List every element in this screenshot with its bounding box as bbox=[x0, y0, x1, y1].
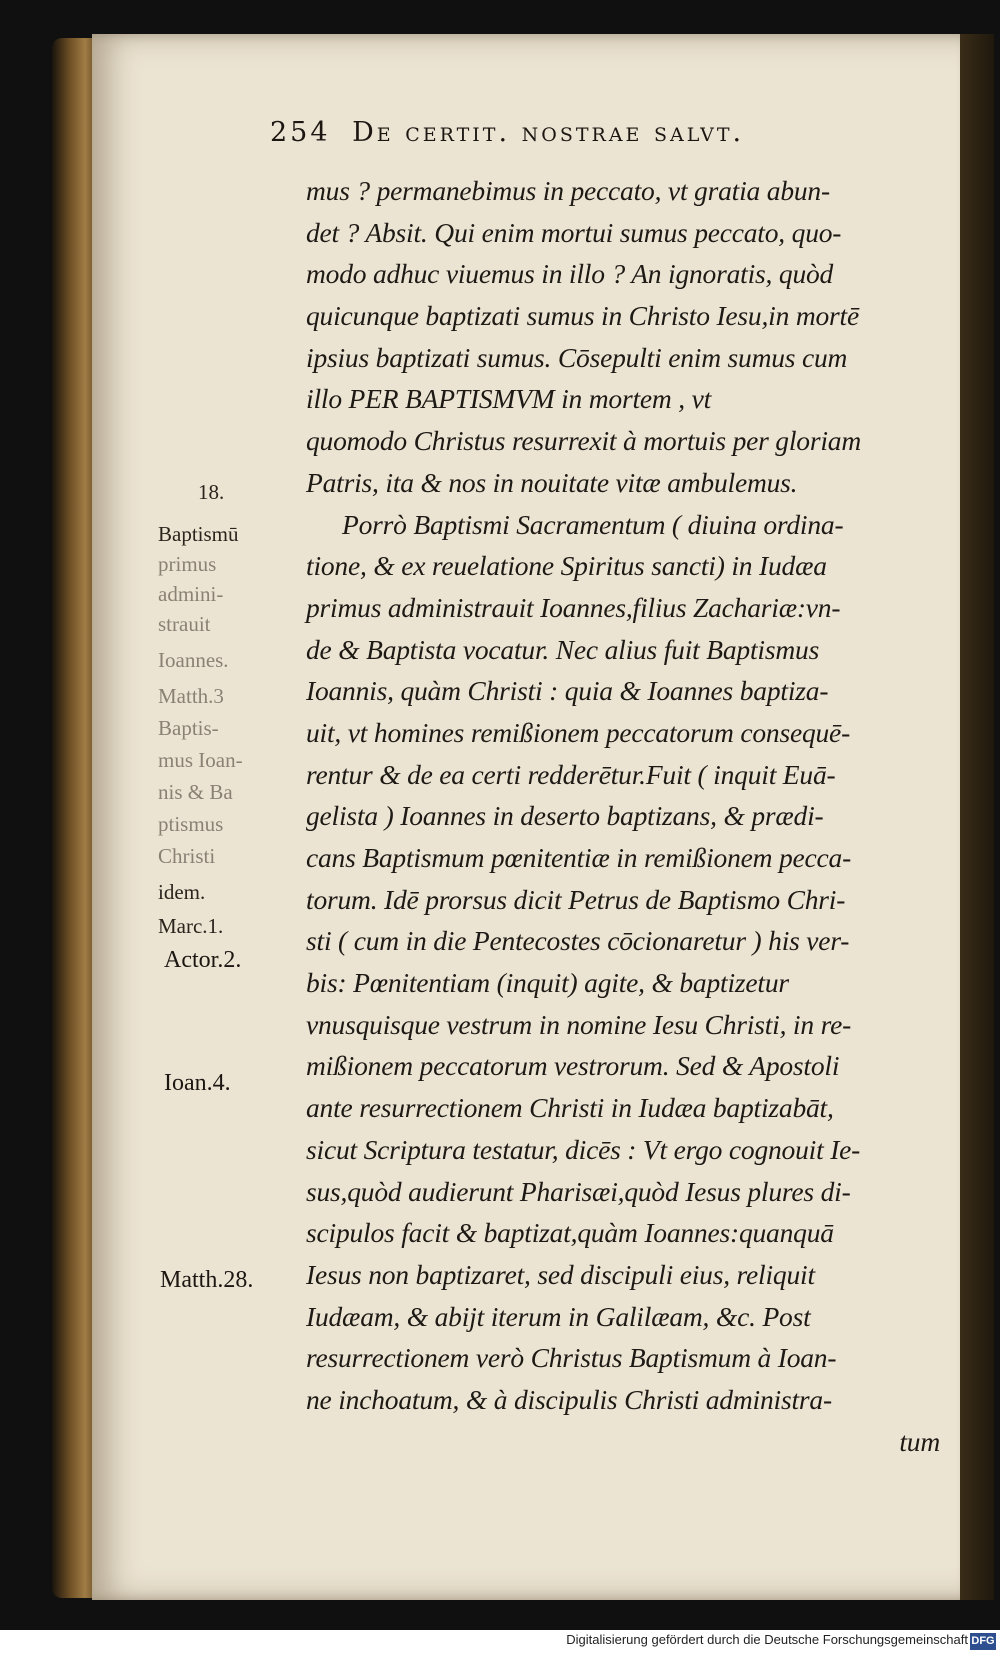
margin-note-line: admini- bbox=[158, 582, 224, 606]
text-line: resurrectionem verò Christus Baptismum à Ioan- bbox=[306, 1342, 837, 1374]
page-right-edge bbox=[960, 34, 994, 1600]
text-line: gelista ) Ioannes in deserto baptizans, & prædi- bbox=[306, 800, 824, 832]
text-line: mus ? permanebimus in peccato, vt gratia abun- bbox=[306, 175, 830, 206]
text-line: Ioannis, quàm Christi : quia & Ioannes baptiza- bbox=[306, 675, 829, 707]
text-line: scipulos facit & baptizat,quàm Ioannes:quanquā bbox=[306, 1217, 834, 1249]
margin-note-line: Baptismū bbox=[158, 522, 239, 546]
margin-note-line: primus bbox=[158, 552, 217, 576]
margin-ref: Ioan.4. bbox=[164, 1070, 231, 1096]
margin-note-line: idem. bbox=[158, 880, 206, 904]
catchword: tum bbox=[899, 1425, 940, 1457]
page-number: 254 bbox=[270, 117, 331, 148]
margin-note-line: Baptis- bbox=[158, 716, 219, 740]
running-head bbox=[270, 117, 950, 148]
margin-note-line: mus Ioan- bbox=[158, 748, 243, 772]
footer-bar bbox=[0, 1630, 1000, 1654]
text-line: uit, vt homines remißionem peccatorum consequē- bbox=[306, 716, 851, 748]
main-text-block bbox=[306, 170, 946, 1462]
text-line: torum. Idē prorsus dicit Petrus de Baptismo Chri- bbox=[306, 883, 846, 915]
dfg-logo: DFG bbox=[970, 1633, 996, 1650]
margin-note-number: 18. bbox=[198, 480, 225, 504]
text-line: Iesus non baptizaret, sed discipuli eius, reliquit bbox=[306, 1258, 815, 1290]
text-line: rentur & de ea certi redderētur.Fuit ( inquit Euā- bbox=[306, 758, 836, 790]
footer-credit: Digitalisierung gefördert durch die Deutsche Forschungsgemeinschaft bbox=[566, 1632, 968, 1647]
margin-note-line: strauit bbox=[158, 612, 211, 636]
margin-ref: Actor.2. bbox=[164, 947, 242, 973]
text-line: det ? Absit. Qui enim mortui sumus peccato, quo- bbox=[306, 216, 842, 248]
text-line: bis: Pœnitentiam (inquit) agite, & baptizetur bbox=[306, 967, 789, 999]
margin-note-line: Christi bbox=[158, 844, 216, 868]
margin-note-line: nis & Ba bbox=[158, 780, 233, 804]
margin-note-line: Matth.3 bbox=[158, 684, 224, 708]
text-line: primus administrauit Ioannes,filius Zachariæ:vn- bbox=[306, 591, 841, 623]
text-line: illo PER BAPTISMVM in mortem , vt bbox=[306, 383, 712, 415]
text-line: Iudæam, & abijt iterum in Galilæam, &c. Post bbox=[306, 1300, 811, 1332]
text-line: quicunque baptizati sumus in Christo Iesu,in mortē bbox=[306, 300, 859, 332]
margin-ref: Matth.28. bbox=[160, 1267, 254, 1293]
text-line: ante resurrectionem Christi in Iudæa baptizabāt, bbox=[306, 1092, 834, 1124]
margin-note-line: Ioannes. bbox=[158, 648, 229, 672]
margin-note-line: ptismus bbox=[158, 812, 224, 836]
text-line: sus,quòd audierunt Pharisæi,quòd Iesus plures di- bbox=[306, 1175, 851, 1207]
margin-ref: Marc.1. bbox=[158, 914, 224, 938]
text-line: ne inchoatum, & à discipulis Christi administra- bbox=[306, 1383, 832, 1415]
text-line: modo adhuc viuemus in illo ? An ignoratis, quòd bbox=[306, 258, 834, 290]
running-head-title: De certit. nostrae salvt. bbox=[352, 117, 745, 148]
text-line: cans Baptismum pœnitentiæ in remißionem pecca- bbox=[306, 842, 852, 873]
text-line: tione, & ex reuelatione Spiritus sancti) in Iudæa bbox=[306, 550, 827, 582]
text-line: quomodo Christus resurrexit à mortuis per gloriam bbox=[306, 425, 861, 457]
text-line: ipsius baptizati sumus. Cōsepulti enim sumus cum bbox=[306, 341, 848, 373]
text-line: vnusquisque vestrum in nomine Iesu Christi, in re- bbox=[306, 1008, 852, 1040]
text-line: Porrò Baptismi Sacramentum ( diuina ordina- bbox=[342, 508, 844, 540]
text-line: sicut Scriptura testatur, dicēs : Vt ergo cognouit Ie- bbox=[306, 1133, 861, 1165]
text-line: Patris, ita & nos in nouitate vitæ ambulemus. bbox=[306, 466, 798, 498]
text-line: mißionem peccatorum vestrorum. Sed & Apostoli bbox=[306, 1050, 840, 1082]
text-line: de & Baptista vocatur. Nec alius fuit Baptismus bbox=[306, 633, 820, 665]
text-line: sti ( cum in die Pentecostes cōcionaretur ) his ver- bbox=[306, 925, 850, 957]
